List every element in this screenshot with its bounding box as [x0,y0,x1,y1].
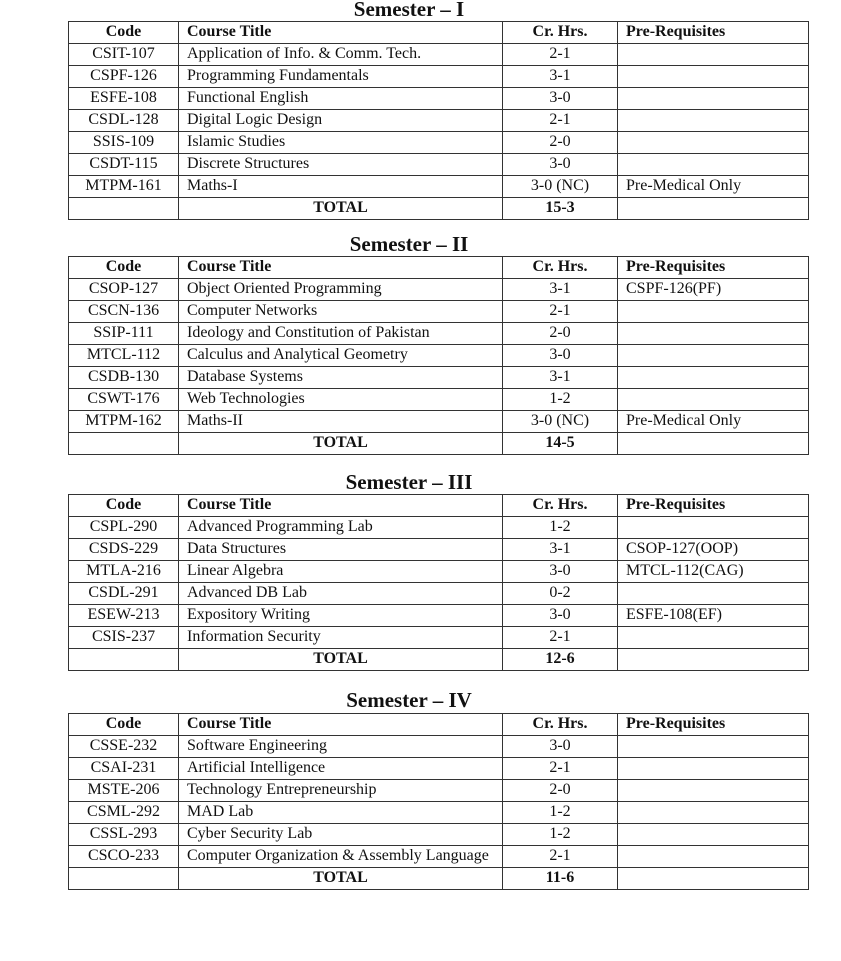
course-code: CSCN-136 [69,301,179,323]
header-row [69,22,809,44]
total-code-cell [69,198,179,220]
header-course-title: Course Title [179,495,503,517]
header-prerequisites: Pre-Requisites [618,495,809,517]
course-credit-hours: 1-2 [503,824,618,846]
course-title: Database Systems [179,367,503,389]
table-row [69,301,809,323]
course-prerequisites [618,110,809,132]
course-credit-hours: 0-2 [503,583,618,605]
course-credit-hours: 2-0 [503,780,618,802]
course-credit-hours: 3-0 (NC) [503,176,618,198]
table-row [69,176,809,198]
course-title: Technology Entrepreneurship [179,780,503,802]
course-prerequisites [618,627,809,649]
course-title: Object Oriented Programming [179,279,503,301]
total-row [69,198,809,220]
table-row [69,88,809,110]
course-credit-hours: 1-2 [503,517,618,539]
course-code: CSML-292 [69,802,179,824]
course-code: CSSE-232 [69,736,179,758]
course-code: CSDL-128 [69,110,179,132]
table-row [69,323,809,345]
header-prerequisites: Pre-Requisites [618,22,809,44]
course-code: CSDL-291 [69,583,179,605]
course-prerequisites: MTCL-112(CAG) [618,561,809,583]
total-label: TOTAL [179,433,503,455]
course-code: CSIS-237 [69,627,179,649]
course-title: Islamic Studies [179,132,503,154]
course-credit-hours: 3-1 [503,367,618,389]
course-prerequisites [618,345,809,367]
course-prerequisites: CSPF-126(PF) [618,279,809,301]
header-credit-hours: Cr. Hrs. [503,714,618,736]
course-credit-hours: 3-0 [503,88,618,110]
course-code: MTPM-161 [69,176,179,198]
semester-1-table [68,21,809,220]
course-prerequisites [618,802,809,824]
table-row [69,110,809,132]
total-code-cell [69,433,179,455]
table-row [69,279,809,301]
course-credit-hours: 3-1 [503,66,618,88]
table-row [69,561,809,583]
header-row [69,714,809,736]
course-prerequisites [618,301,809,323]
course-prerequisites: Pre-Medical Only [618,176,809,198]
course-prerequisites [618,154,809,176]
course-prerequisites [618,517,809,539]
course-credit-hours: 3-0 [503,345,618,367]
header-row [69,257,809,279]
course-title: Application of Info. & Comm. Tech. [179,44,503,66]
course-prerequisites [618,736,809,758]
course-title: Discrete Structures [179,154,503,176]
course-prerequisites [618,66,809,88]
course-title: Advanced Programming Lab [179,517,503,539]
header-row [69,495,809,517]
course-credit-hours: 3-0 [503,605,618,627]
course-title: Calculus and Analytical Geometry [179,345,503,367]
table-row [69,780,809,802]
course-prerequisites [618,367,809,389]
course-title: MAD Lab [179,802,503,824]
course-code: CSPL-290 [69,517,179,539]
total-prerequisites-cell [618,198,809,220]
course-code: SSIS-109 [69,132,179,154]
course-credit-hours: 2-1 [503,758,618,780]
course-code: CSOP-127 [69,279,179,301]
course-prerequisites [618,846,809,868]
header-code: Code [69,22,179,44]
course-title: Functional English [179,88,503,110]
course-credit-hours: 2-1 [503,301,618,323]
course-credit-hours: 2-1 [503,846,618,868]
course-title: Expository Writing [179,605,503,627]
course-prerequisites: Pre-Medical Only [618,411,809,433]
course-title: Information Security [179,627,503,649]
course-title: Advanced DB Lab [179,583,503,605]
header-course-title: Course Title [179,257,503,279]
table-row [69,758,809,780]
course-prerequisites [618,583,809,605]
table-row [69,345,809,367]
semester-2-table [68,256,809,455]
course-code: CSCO-233 [69,846,179,868]
course-title: Software Engineering [179,736,503,758]
course-title: Web Technologies [179,389,503,411]
course-code: SSIP-111 [69,323,179,345]
course-code: MSTE-206 [69,780,179,802]
table-row [69,154,809,176]
course-code: CSAI-231 [69,758,179,780]
table-row [69,605,809,627]
course-credit-hours: 3-0 [503,154,618,176]
course-title: Ideology and Constitution of Pakistan [179,323,503,345]
total-row [69,649,809,671]
total-credit-hours: 12-6 [503,649,618,671]
total-label: TOTAL [179,198,503,220]
course-code: CSSL-293 [69,824,179,846]
header-prerequisites: Pre-Requisites [618,257,809,279]
total-prerequisites-cell [618,433,809,455]
course-prerequisites [618,758,809,780]
semester-4-table [68,713,809,890]
course-prerequisites [618,44,809,66]
course-title: Linear Algebra [179,561,503,583]
semester-3-title: Semester – III [345,470,473,494]
course-title: Maths-II [179,411,503,433]
course-code: CSWT-176 [69,389,179,411]
course-credit-hours: 3-1 [503,279,618,301]
semester-1-title: Semester – I [353,0,465,21]
semester-2-title: Semester – II [349,232,469,256]
table-row [69,44,809,66]
semester-3-table [68,494,809,671]
course-credit-hours: 1-2 [503,389,618,411]
course-title: Computer Organization & Assembly Language [179,846,503,868]
course-credit-hours: 2-0 [503,132,618,154]
header-course-title: Course Title [179,714,503,736]
course-prerequisites [618,780,809,802]
table-row [69,367,809,389]
table-row [69,824,809,846]
table-row [69,846,809,868]
table-row [69,583,809,605]
course-prerequisites [618,323,809,345]
course-code: CSDT-115 [69,154,179,176]
header-code: Code [69,714,179,736]
semester-4-title: Semester – IV [346,688,472,712]
course-title: Cyber Security Lab [179,824,503,846]
course-credit-hours: 3-0 [503,561,618,583]
header-credit-hours: Cr. Hrs. [503,22,618,44]
course-prerequisites: CSOP-127(OOP) [618,539,809,561]
course-credit-hours: 2-1 [503,627,618,649]
table-row [69,132,809,154]
table-row [69,411,809,433]
course-credit-hours: 2-1 [503,110,618,132]
total-label: TOTAL [179,649,503,671]
course-title: Artificial Intelligence [179,758,503,780]
total-code-cell [69,649,179,671]
table-row [69,736,809,758]
course-title: Data Structures [179,539,503,561]
course-code: CSDB-130 [69,367,179,389]
course-code: MTPM-162 [69,411,179,433]
course-prerequisites: ESFE-108(EF) [618,605,809,627]
table-row [69,627,809,649]
total-credit-hours: 15-3 [503,198,618,220]
course-title: Maths-I [179,176,503,198]
table-row [69,389,809,411]
course-credit-hours: 3-0 [503,736,618,758]
table-row [69,517,809,539]
table-row [69,539,809,561]
header-code: Code [69,257,179,279]
course-title: Computer Networks [179,301,503,323]
total-label: TOTAL [179,868,503,890]
total-prerequisites-cell [618,868,809,890]
course-prerequisites [618,389,809,411]
course-code: MTCL-112 [69,345,179,367]
course-prerequisites [618,132,809,154]
table-row [69,802,809,824]
header-credit-hours: Cr. Hrs. [503,495,618,517]
header-credit-hours: Cr. Hrs. [503,257,618,279]
header-code: Code [69,495,179,517]
course-prerequisites [618,824,809,846]
total-row [69,433,809,455]
course-credit-hours: 3-1 [503,539,618,561]
total-prerequisites-cell [618,649,809,671]
course-credit-hours: 1-2 [503,802,618,824]
total-row [69,868,809,890]
course-prerequisites [618,88,809,110]
course-code: MTLA-216 [69,561,179,583]
course-credit-hours: 3-0 (NC) [503,411,618,433]
total-credit-hours: 14-5 [503,433,618,455]
course-code: CSIT-107 [69,44,179,66]
course-credit-hours: 2-1 [503,44,618,66]
course-title: Programming Fundamentals [179,66,503,88]
header-course-title: Course Title [179,22,503,44]
header-prerequisites: Pre-Requisites [618,714,809,736]
course-title: Digital Logic Design [179,110,503,132]
course-code: ESFE-108 [69,88,179,110]
course-credit-hours: 2-0 [503,323,618,345]
total-credit-hours: 11-6 [503,868,618,890]
course-code: CSPF-126 [69,66,179,88]
course-code: CSDS-229 [69,539,179,561]
course-code: ESEW-213 [69,605,179,627]
total-code-cell [69,868,179,890]
table-row [69,66,809,88]
